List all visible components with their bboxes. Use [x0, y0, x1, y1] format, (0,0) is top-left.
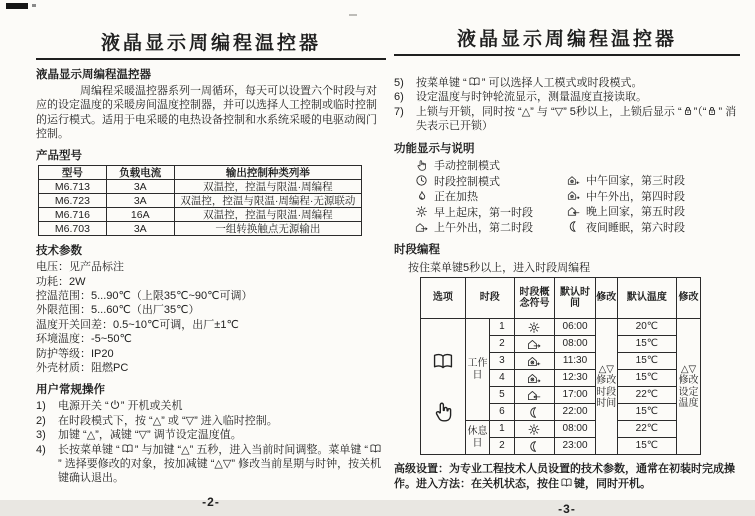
- legend-item: 手动控制模式: [414, 158, 566, 174]
- scan-artifact: [32, 4, 36, 7]
- schedule-table: [420, 277, 701, 455]
- current-cell: 3A: [106, 222, 174, 236]
- modify-temp-column: △▽修改设定温度: [677, 319, 701, 455]
- column-header: 默认时间: [555, 278, 596, 319]
- period-number: 6: [490, 404, 514, 421]
- item-text: 设定温度与时钟轮流显示，测量温度直接读取。: [416, 91, 647, 104]
- options-cell: [421, 319, 466, 455]
- item-number: 6): [394, 91, 404, 104]
- sun-icon: [514, 421, 555, 438]
- house-leave-icon: [414, 221, 428, 234]
- lock-icon: [682, 105, 694, 117]
- item-text: 电源开关 “ ” 开机或关机: [58, 400, 183, 413]
- item-number: 4): [36, 443, 46, 456]
- scan-artifact: [349, 14, 357, 16]
- section-heading-specs: 技术参数: [36, 245, 82, 258]
- default-time: 11:30: [555, 353, 596, 370]
- default-temp: 20℃: [617, 319, 676, 336]
- function-legend: [394, 158, 740, 236]
- function-legend-left: [414, 158, 566, 236]
- spec-line: 电压：见产品标注: [36, 261, 124, 274]
- item-text: 上锁与开锁，同时按 “△” 与 “▽” 5秒以上，上锁后显示 “ ”（“ ” 消失表示已开锁）: [416, 105, 737, 133]
- column-header: 修改: [677, 278, 701, 319]
- overview-paragraph: 周编程采暖温控器系列一周循环，每天可以设置六个时段与对应的设定温度的采暖房间温度控制器，并可以选择人工控制或临时控制的运行模式。适用于电采暖的电热设备控制和水系统采暖的电驱动阀门控制。: [36, 85, 377, 140]
- column-header: 选项: [421, 278, 466, 319]
- spec-line: 功耗：2W: [36, 275, 86, 288]
- table-row: [39, 194, 362, 208]
- operation-item: [36, 428, 386, 442]
- hand-icon: [421, 373, 465, 425]
- table-row: [39, 208, 362, 222]
- page-number: -3-: [558, 502, 576, 516]
- scan-artifact: [6, 3, 28, 9]
- clock-icon: [414, 174, 428, 187]
- table-row: [39, 222, 362, 236]
- moon-icon: [514, 404, 555, 421]
- manual-page-3: [394, 24, 740, 516]
- default-time: 08:00: [555, 421, 596, 438]
- default-temp: 15℃: [617, 370, 676, 387]
- item-number: 2): [36, 414, 46, 427]
- item-number: 7): [394, 105, 404, 118]
- spec-line: 环境温度：-5~50℃: [36, 333, 132, 346]
- table-row: [421, 319, 701, 336]
- default-time: 06:00: [555, 319, 596, 336]
- section-heading-models: 产品型号: [36, 150, 82, 163]
- page-number: -2-: [202, 494, 220, 509]
- item-number: 5): [394, 77, 404, 89]
- column-header: 默认温度: [617, 278, 676, 319]
- column-header: 型号: [39, 166, 107, 180]
- output-type-cell: 双温控，控温与限温·周编程: [174, 208, 361, 222]
- day-group-label: 休息日: [465, 421, 489, 455]
- legend-item: 时段控制模式: [414, 173, 566, 189]
- sun-icon: [514, 319, 555, 336]
- column-header: 时段概念符号: [514, 278, 555, 319]
- column-header: 时段: [465, 278, 514, 319]
- book-icon: [120, 443, 135, 455]
- advanced-settings-paragraph: 高级设置：为专业工程技术人员设置的技术参数，通常在初装时完成操作。进入方法：在关机状态，按住 键，同时开机。: [394, 463, 735, 490]
- operation-item: [394, 76, 740, 90]
- table-header-row: [39, 166, 362, 180]
- section-heading-schedule: 时段编程: [394, 244, 440, 257]
- legend-item: 上午外出，第二时段: [414, 220, 566, 236]
- period-number: 1: [490, 421, 514, 438]
- page-title: 液晶显示周编程温控器: [394, 24, 740, 56]
- house-sun-return-icon: [566, 174, 580, 187]
- operation-item: [36, 414, 386, 428]
- table-row: [39, 180, 362, 194]
- period-number: 4: [490, 370, 514, 387]
- item-text: 长按菜单键 “ ” 与加键 “△” 五秒，进入当前时间调整。菜单键 “” 选择要修改的对象，按加减键 “△▽” 修改当前星期与时钟，按关机键确认退出。: [58, 443, 382, 485]
- legend-item: 晚上回家，第五时段: [566, 204, 685, 220]
- default-temp: 15℃: [617, 353, 676, 370]
- book-icon: [368, 443, 383, 455]
- default-temp: 15℃: [617, 438, 676, 455]
- model-cell: M6.723: [39, 194, 107, 208]
- column-header: 输出控制种类列举: [174, 166, 361, 180]
- output-type-cell: 双温控，控温与限温·周编程: [174, 180, 361, 194]
- operation-item: [394, 105, 740, 134]
- period-number: 2: [490, 438, 514, 455]
- section-heading-operations: 用户常规操作: [36, 384, 105, 397]
- model-cell: M6.703: [39, 222, 107, 236]
- item-text: 在时段模式下，按 “△” 或 “▽” 进入临时控制。: [58, 414, 278, 427]
- day-group-label: 工作日: [465, 319, 489, 421]
- house-sun-leave-icon: [566, 189, 580, 202]
- spec-line: 外限范围：5...60℃（出厂35℃）: [36, 304, 200, 317]
- item-text: 按菜单键 “ ” 可以选择人工模式或时段模式。: [416, 77, 643, 89]
- flame-icon: [414, 190, 428, 203]
- product-models-table: [38, 165, 362, 236]
- default-time: 12:30: [555, 370, 596, 387]
- book-icon: [421, 349, 465, 373]
- item-text: 加键 “△”，减键 “▽” 调节设定温度值。: [58, 429, 242, 442]
- house-leave-icon: [514, 336, 555, 353]
- moon-icon: [566, 220, 580, 233]
- default-temp: 15℃: [617, 336, 676, 353]
- house-sun-return-icon: [514, 353, 555, 370]
- output-type-cell: 双温控，控温与限温·周编程·无源联动: [174, 194, 361, 208]
- operation-item: [36, 399, 386, 413]
- model-cell: M6.716: [39, 208, 107, 222]
- output-type-cell: 一组转换触点无源输出: [174, 222, 361, 236]
- table-header-row: [421, 278, 701, 319]
- period-number: 5: [490, 387, 514, 404]
- moon-icon: [514, 438, 555, 455]
- default-time: 17:00: [555, 387, 596, 404]
- current-cell: 3A: [106, 194, 174, 208]
- default-time: 08:00: [555, 336, 596, 353]
- house-sun-leave-icon: [514, 370, 555, 387]
- hand-icon: [414, 159, 428, 172]
- default-time: 23:00: [555, 438, 596, 455]
- legend-item: 中午回家，第三时段: [566, 173, 685, 189]
- column-header: 修改: [595, 278, 617, 319]
- book-icon: [467, 76, 482, 88]
- default-time: 22:00: [555, 404, 596, 421]
- house-return-icon: [566, 205, 580, 218]
- operation-item: [36, 443, 386, 486]
- spec-line: 控温范围：5...90℃（上限35℃~90℃可调）: [36, 290, 253, 302]
- spec-line: 温度开关回差：0.5~10℃可调，出厂±1℃: [36, 318, 239, 331]
- legend-item: 中午外出，第四时段: [566, 188, 685, 204]
- period-number: 2: [490, 336, 514, 353]
- operation-item: [394, 90, 740, 104]
- spec-line: 外壳材质：阻燃PC: [36, 362, 129, 375]
- item-number: 3): [36, 429, 46, 442]
- function-legend-right: [566, 158, 685, 236]
- legend-item: 正在加热: [414, 189, 566, 205]
- default-temp: 22℃: [617, 421, 676, 438]
- period-number: 1: [490, 319, 514, 336]
- section-heading-functions: 功能显示与说明: [394, 142, 475, 155]
- book-icon: [559, 477, 574, 489]
- model-cell: M6.713: [39, 180, 107, 194]
- manual-page-2: [36, 28, 386, 509]
- lock-icon: [706, 105, 718, 117]
- default-temp: 15℃: [617, 404, 676, 421]
- column-header: 负载电流: [106, 166, 174, 180]
- power-icon: [109, 399, 121, 411]
- current-cell: 16A: [106, 208, 174, 222]
- schedule-note: 按住菜单键5秒以上，进入时段周编程: [408, 262, 591, 275]
- current-cell: 3A: [106, 180, 174, 194]
- page-title: 液晶显示周编程温控器: [36, 28, 386, 60]
- legend-item: 夜间睡眠，第六时段: [566, 219, 685, 235]
- spec-line: 防护等级：IP20: [36, 347, 114, 360]
- period-number: 3: [490, 353, 514, 370]
- default-temp: 22℃: [617, 387, 676, 404]
- item-number: 1): [36, 400, 46, 413]
- modify-time-column: △▽修改时段时间: [595, 319, 617, 455]
- sun-icon: [414, 205, 428, 218]
- section-heading-overview: 液晶显示周编程温控器: [36, 69, 151, 81]
- house-return-icon: [514, 387, 555, 404]
- legend-item: 早上起床，第一时段: [414, 204, 566, 220]
